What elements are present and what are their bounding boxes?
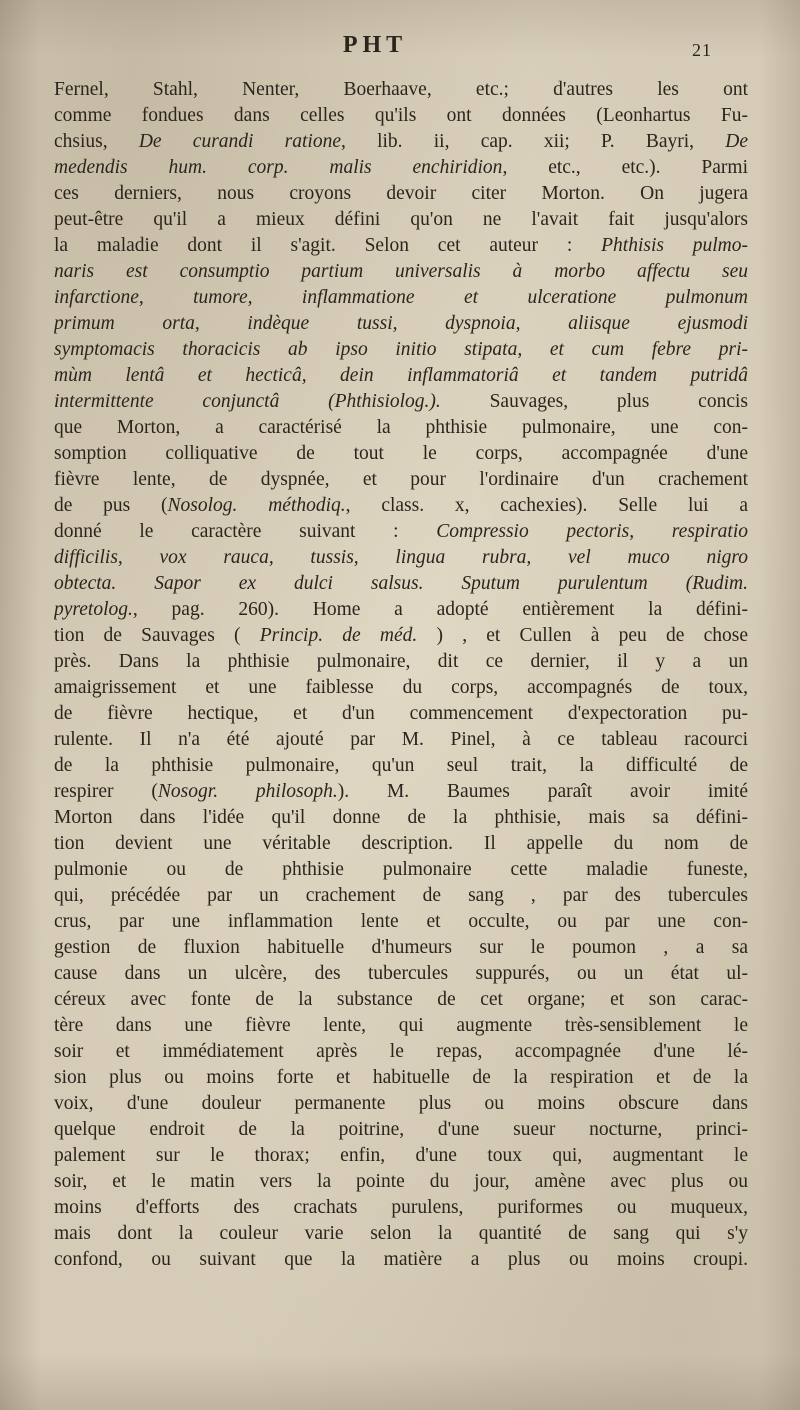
text-line: de fièvre hectique, et d'un commencement d'expectoration pu- xyxy=(54,703,748,724)
text-block xyxy=(54,77,748,1273)
text-line: mais dont la couleur varie selon la quantité de sang qui s'y xyxy=(54,1223,748,1244)
text-line: pulmonie ou de phthisie pulmonaire cette maladie funeste, xyxy=(54,859,748,880)
text-line: comme fondues dans celles qu'ils ont données (Leonhartus Fu- xyxy=(54,105,748,126)
text-line: sion plus ou moins forte et habituelle de la respiration et de la xyxy=(54,1067,748,1088)
text-line: que Morton, a caractérisé la phthisie pulmonaire, une con- xyxy=(54,417,748,438)
text-line: Morton dans l'idée qu'il donne de la phthisie, mais sa défini- xyxy=(54,807,748,828)
text-line: voix, d'une douleur permanente plus ou moins obscure dans xyxy=(54,1093,748,1114)
text-line: fièvre lente, de dyspnée, et pour l'ordinaire d'un crachement xyxy=(54,469,748,490)
text-line: quelque endroit de la poitrine, d'une sueur nocturne, princi- xyxy=(54,1119,748,1140)
text-line: amaigrissement et une faiblesse du corps, accompagnés de toux, xyxy=(54,677,748,698)
text-line: infarctione, tumore, inflammatione et ulceratione pulmonum xyxy=(54,287,748,308)
text-line: soir, et le matin vers la pointe du jour, amène avec plus ou xyxy=(54,1171,748,1192)
text-line: chsius, De curandi ratione, lib. ii, cap. xii; P. Bayri, De xyxy=(54,131,748,152)
text-line: pyretolog., pag. 260). Home a adopté entièrement la défini- xyxy=(54,599,748,620)
text-line: primum orta, indèque tussi, dyspnoia, aliisque ejusmodi xyxy=(54,313,748,334)
text-line: tion devient une véritable description. Il appelle du nom de xyxy=(54,833,748,854)
text-line: de pus (Nosolog. méthodiq., class. x, cachexies). Selle lui a xyxy=(54,495,748,516)
text-line: céreux avec fonte de la substance de cet organe; et son carac- xyxy=(54,989,748,1010)
text-line: la maladie dont il s'agit. Selon cet auteur : Phthisis pulmo- xyxy=(54,235,748,256)
text-line: tère dans une fièvre lente, qui augmente très-sensiblement le xyxy=(54,1015,748,1036)
text-line: symptomacis thoracicis ab ipso initio stipata, et cum febre pri- xyxy=(54,339,748,360)
text-line: naris est consumptio partium universalis à morbo affectu seu xyxy=(54,261,748,282)
text-line: Fernel, Stahl, Nenter, Boerhaave, etc.; d'autres les ont xyxy=(54,79,748,100)
text-line: intermittente conjunctâ (Phthisiolog.). Sauvages, plus concis xyxy=(54,391,748,412)
page-number: 21 xyxy=(692,40,712,60)
text-line: donné le caractère suivant : Compressio pectoris, respiratio xyxy=(54,521,748,542)
text-line: peut-être qu'il a mieux défini qu'on ne l'avait fait jusqu'alors xyxy=(54,209,748,230)
text-line: confond, ou suivant que la matière a plus ou moins croupi. xyxy=(54,1249,748,1270)
text-line: près. Dans la phthisie pulmonaire, dit ce dernier, il y a un xyxy=(54,651,748,672)
text-line: moins d'efforts des crachats purulens, puriformes ou muqueux, xyxy=(54,1197,748,1218)
text-line: somption colliquative de tout le corps, accompagnée d'une xyxy=(54,443,748,464)
text-line: crus, par une inflammation lente et occulte, ou par une con- xyxy=(54,911,748,932)
text-line: cause dans un ulcère, des tubercules suppurés, ou un état ul- xyxy=(54,963,748,984)
text-line: ces derniers, nous croyons devoir citer Morton. On jugera xyxy=(54,183,748,204)
text-line: de la phthisie pulmonaire, qu'un seul trait, la difficulté de xyxy=(54,755,748,776)
text-line: palement sur le thorax; enfin, d'une toux qui, augmentant le xyxy=(54,1145,748,1166)
text-line: qui, précédée par un crachement de sang , par des tubercules xyxy=(54,885,748,906)
text-line: tion de Sauvages ( Princip. de méd. ) , et Cullen à peu de chose xyxy=(54,625,748,646)
text-line: mùm lentâ et hecticâ, dein inflammatoriâ et tandem putridâ xyxy=(54,365,748,386)
text-line: soir et immédiatement après le repas, accompagnée d'une lé- xyxy=(54,1041,748,1062)
page-title: PHT xyxy=(342,32,408,58)
text-line: medendis hum. corp. malis enchiridion, etc., etc.). Parmi xyxy=(54,157,748,178)
text-line: respirer (Nosogr. philosoph.). M. Baumes paraît avoir imité xyxy=(54,781,748,802)
text-line: gestion de fluxion habituelle d'humeurs sur le poumon , a sa xyxy=(54,937,748,958)
text-line: rulente. Il n'a été ajouté par M. Pinel, à ce tableau racourci xyxy=(54,729,748,750)
text-line: obtecta. Sapor ex dulci salsus. Sputum purulentum (Rudim. xyxy=(54,573,748,594)
text-line: difficilis, vox rauca, tussis, lingua rubra, vel muco nigro xyxy=(54,547,748,568)
